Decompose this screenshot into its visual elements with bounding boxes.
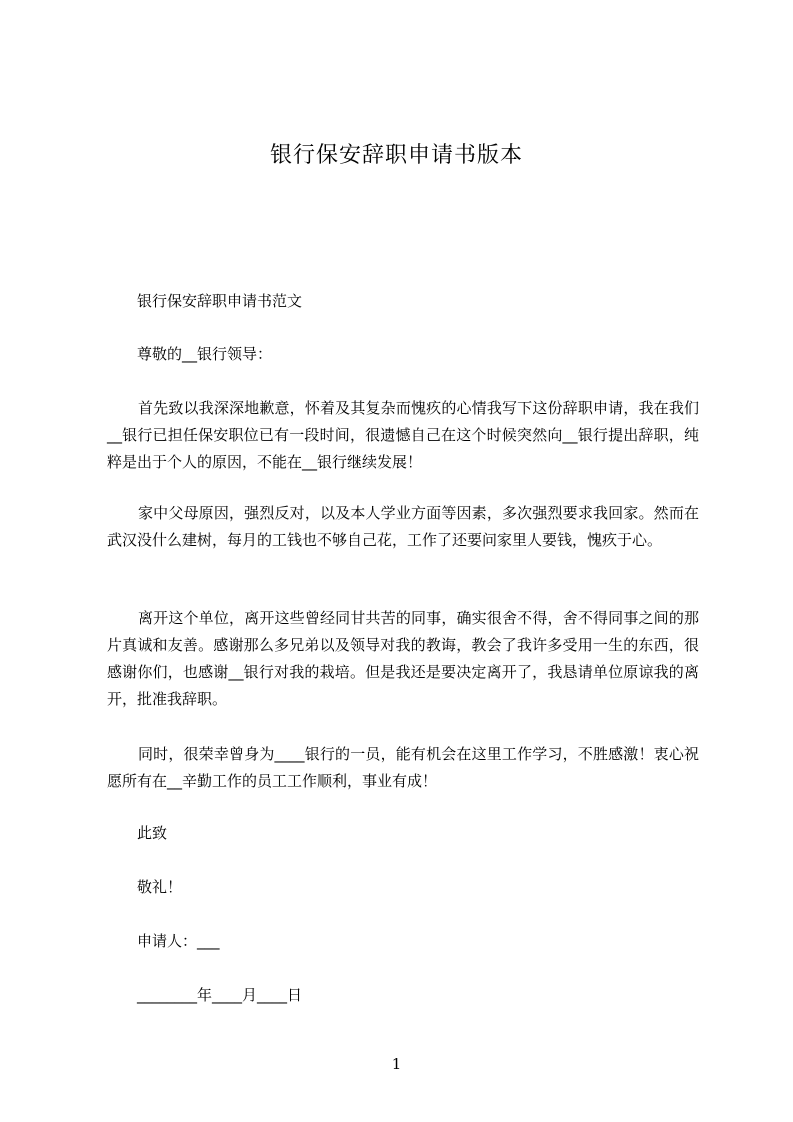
closing-regards: 此致 [137,824,168,842]
paragraph-gratitude: 离开这个单位，离开这些曾经同甘共苦的同事，确实很舍不得，舍不得同事之间的那片真诚和友善。感谢那么多兄弟以及领导对我的教诲，教会了我许多受用一生的东西，很感谢你们，也感谢__银行对我的栽培。但是我还是要决定离开了，我恳请单位原谅我的离开，批准我辞职。 [107,609,699,708]
paragraph-wishes: 同时，很荣幸曾身为____银行的一员，能有机会在这里工作学习，不胜感激！衷心祝愿所有在__辛勤工作的员工工作顺利，事业有成！ [107,745,699,790]
paragraph-apology: 首先致以我深深地歉意，怀着及其复杂而愧疚的心情我写下这份辞职申请，我在我们__银行已担任保安职位已有一段时间，很遗憾自己在这个时候突然向__银行提出辞职，纯粹是出于个人的原因，不能在__银行继续发展！ [107,399,699,471]
document-subtitle: 银行保安辞职申请书范文 [137,292,303,310]
paragraph-family-reasons: 家中父母原因，强烈反对，以及本人学业方面等因素，多次强烈要求我回家。然而在武汉没什么建树，每月的工钱也不够自己花，工作了还要问家里人要钱，愧疚于心。 [107,504,699,549]
closing-salute: 敬礼！ [137,878,183,896]
applicant-line: 申请人：___ [137,932,220,950]
salutation: 尊敬的__银行领导： [137,345,273,363]
document-title: 银行保安辞职申请书版本 [269,143,523,168]
date-line: ________年____月____日 [137,986,303,1004]
page-number: 1 [391,1055,402,1073]
